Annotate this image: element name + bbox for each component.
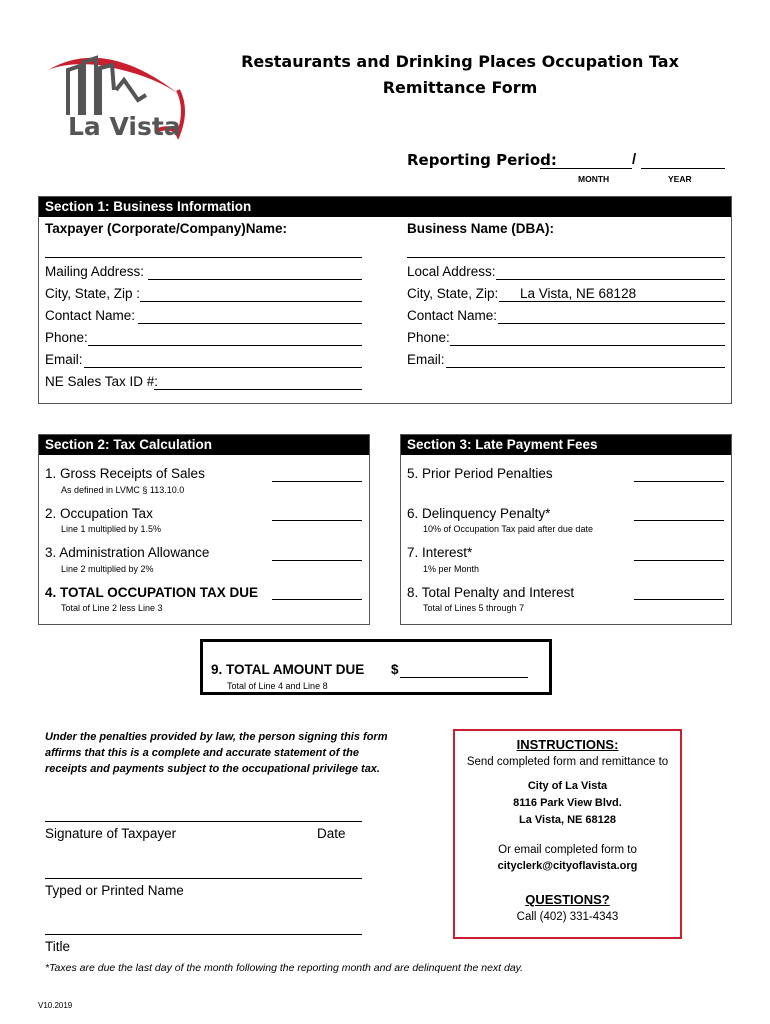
- affirm-line1: Under the penalties provided by law, the person signing this form: [45, 731, 388, 743]
- logo-text: La Vista: [68, 112, 181, 141]
- instructions-email[interactable]: cityclerk@cityoflavista.org: [497, 860, 638, 872]
- sales-tax-id-label: NE Sales Tax ID #:: [45, 374, 159, 389]
- line3-label: 3. Administration Allowance: [45, 545, 210, 560]
- reporting-separator: /: [632, 151, 637, 168]
- form-title-line1: Restaurants and Drinking Places Occupation Tax: [241, 52, 679, 71]
- reporting-year-field[interactable]: [641, 168, 725, 169]
- city-state-zip-label: City, State, Zip :: [45, 286, 141, 301]
- line6-label: 6. Delinquency Penalty*: [407, 506, 551, 521]
- taxpayer-name-label: Taxpayer (Corporate/Company)Name:: [45, 221, 288, 236]
- total-due-field[interactable]: [400, 677, 528, 678]
- instructions-addr1: City of La Vista: [527, 780, 608, 792]
- footer-note: *Taxes are due the last day of the month following the reporting month and are delinquent the next day.: [45, 962, 524, 974]
- local-phone-field[interactable]: [450, 345, 725, 346]
- line7-label: 7. Interest*: [407, 545, 473, 560]
- email-field[interactable]: [84, 367, 362, 368]
- questions-heading: QUESTIONS?: [525, 892, 610, 907]
- local-city-label: City, State, Zip:: [407, 286, 499, 301]
- total-dollar-sign: $: [391, 662, 399, 677]
- instructions-heading: INSTRUCTIONS:: [516, 737, 619, 752]
- line2-sub: Line 1 multiplied by 1.5%: [61, 524, 162, 534]
- local-contact-field[interactable]: [498, 323, 725, 324]
- local-contact-label: Contact Name:: [407, 308, 498, 323]
- business-name-label: Business Name (DBA):: [407, 221, 555, 236]
- local-address-label: Local Address:: [407, 264, 496, 279]
- mailing-address-label: Mailing Address:: [45, 264, 145, 279]
- email-label: Email:: [45, 352, 83, 367]
- line1-label: 1. Gross Receipts of Sales: [45, 466, 205, 481]
- line2-label: 2. Occupation Tax: [45, 506, 153, 521]
- line6-sub: 10% of Occupation Tax paid after due date: [423, 524, 593, 534]
- local-email-field[interactable]: [446, 367, 725, 368]
- la-vista-logo: [38, 40, 193, 150]
- section3-header: Section 3: Late Payment Fees: [401, 435, 731, 455]
- line6-field[interactable]: [634, 520, 724, 521]
- line8-field[interactable]: [634, 599, 724, 600]
- contact-name-label: Contact Name:: [45, 308, 136, 323]
- printed-name-label: Typed or Printed Name: [45, 883, 184, 898]
- line8-sub: Total of Lines 5 through 7: [423, 603, 525, 613]
- local-address-field[interactable]: [496, 279, 725, 280]
- line5-label: 5. Prior Period Penalties: [407, 466, 553, 481]
- local-phone-label: Phone:: [407, 330, 450, 345]
- title-label: Title: [45, 939, 71, 954]
- instructions-email-intro: Or email completed form to: [498, 844, 637, 856]
- line7-sub: 1% per Month: [423, 564, 480, 574]
- city-state-zip-field[interactable]: [140, 301, 362, 302]
- taxpayer-name-field[interactable]: [45, 257, 362, 258]
- line3-field[interactable]: [272, 560, 362, 561]
- affirm-line2: affirms that this is a complete and accurate statement of the: [45, 747, 359, 759]
- total-due-sub: Total of Line 4 and Line 8: [227, 681, 328, 691]
- line7-field[interactable]: [634, 560, 724, 561]
- section2-header: Section 2: Tax Calculation: [39, 435, 369, 455]
- line1-sub: As defined in LVMC § 113.10.0: [61, 485, 185, 495]
- questions-call: Call (402) 331-4343: [516, 911, 619, 923]
- line4-label: 4. TOTAL OCCUPATION TAX DUE: [45, 585, 259, 600]
- local-city-field[interactable]: [499, 301, 725, 302]
- signature-field[interactable]: [45, 821, 362, 822]
- signature-label: Signature of Taxpayer: [45, 826, 177, 841]
- business-name-field[interactable]: [407, 257, 725, 258]
- mailing-address-field[interactable]: [148, 279, 362, 280]
- instructions-addr3: La Vista, NE 68128: [518, 814, 617, 826]
- line5-field[interactable]: [634, 481, 724, 482]
- printed-name-field[interactable]: [45, 878, 362, 879]
- year-label: YEAR: [668, 174, 692, 184]
- affirm-line3: receipts and payments subject to the occupational privilege tax.: [45, 763, 380, 775]
- line1-field[interactable]: [272, 481, 362, 482]
- contact-name-field[interactable]: [138, 323, 362, 324]
- month-label: MONTH: [578, 174, 610, 184]
- reporting-period-label: Reporting Period:: [407, 151, 557, 169]
- phone-label: Phone:: [45, 330, 88, 345]
- reporting-month-field[interactable]: [540, 168, 632, 169]
- line2-field[interactable]: [272, 520, 362, 521]
- version-label: V10.2019: [38, 1001, 73, 1010]
- line4-sub: Total of Line 2 less Line 3: [61, 603, 163, 613]
- line4-field[interactable]: [272, 599, 362, 600]
- sales-tax-id-field[interactable]: [154, 389, 362, 390]
- date-label: Date: [317, 826, 346, 841]
- phone-field[interactable]: [88, 345, 362, 346]
- instructions-send: Send completed form and remittance to: [466, 756, 669, 768]
- line3-sub: Line 2 multiplied by 2%: [61, 564, 154, 574]
- local-email-label: Email:: [407, 352, 445, 367]
- title-field[interactable]: [45, 934, 362, 935]
- total-due-label: 9. TOTAL AMOUNT DUE: [211, 662, 365, 677]
- section1-header: Section 1: Business Information: [39, 197, 731, 217]
- instructions-addr2: 8116 Park View Blvd.: [513, 797, 622, 809]
- form-title-line2: Remittance Form: [382, 78, 538, 97]
- local-city-value: La Vista, NE 68128: [520, 286, 637, 301]
- line8-label: 8. Total Penalty and Interest: [407, 585, 575, 600]
